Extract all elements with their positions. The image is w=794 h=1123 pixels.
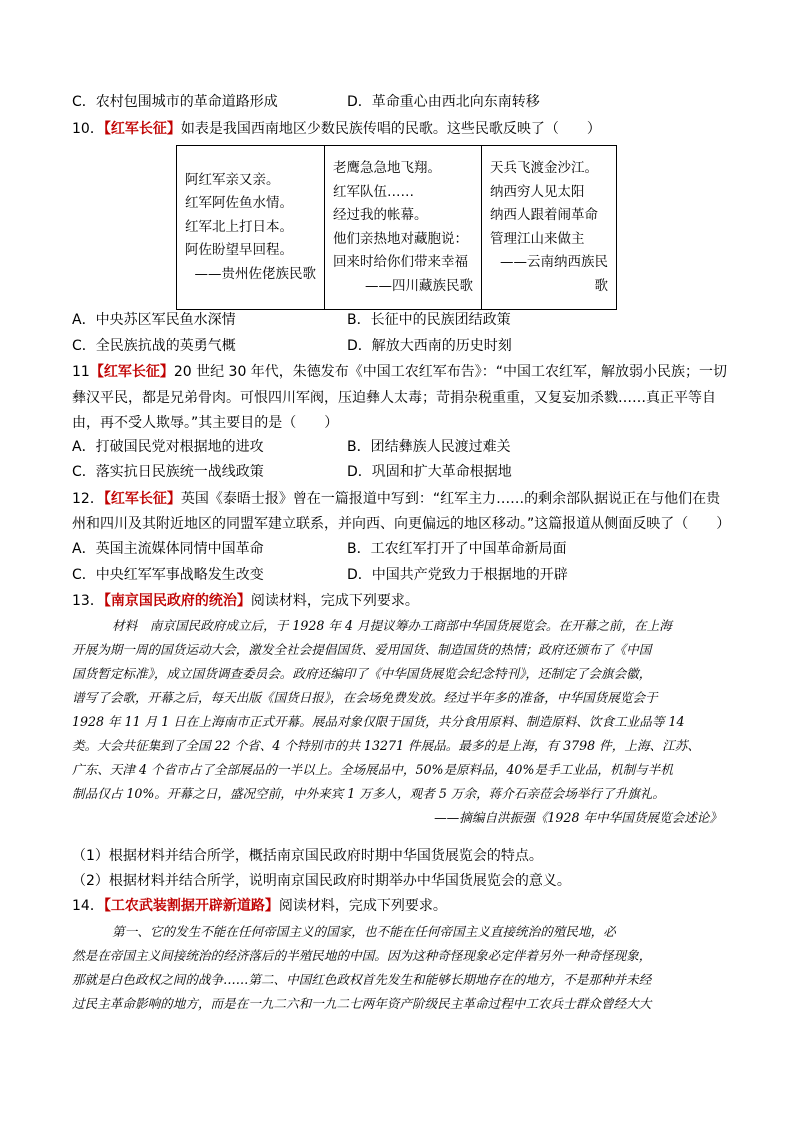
q9-option-c: C．农村包围城市的革命道路形成 [72, 94, 278, 110]
q10-option-d: D．解放大西南的历史时刻 [347, 338, 512, 354]
material-line: 制品仅占 10%。开幕之日，盛况空前，中外来宾 1 万多人，观者 5 万余，蒋介石亲莅会场举行了升旗礼。 [72, 786, 665, 801]
song-source: ——贵州佐佬族民歌 [194, 265, 316, 282]
q10-option-b: B．长征中的民族团结政策 [347, 312, 511, 328]
material-line: 第一、它的发生不能在任何帝国主义的国家，也不能在任何帝国主义直接统治的殖民地，必 [112, 924, 616, 939]
q14-tag: 【工农武装割据开辟新道路】 [103, 898, 279, 914]
q13-number: 13． [72, 593, 104, 609]
material-citation: ——摘编自洪振强《1928 年中华国货展览会述论》 [434, 810, 722, 825]
q12-option-a: A．英国主流媒体同情中国革命 [72, 541, 264, 557]
song-source: ——云南纳西族民歌 [500, 254, 608, 294]
material-line: 类。大会共征集到了全国 22 个省、4 个特别市的共 13271 件展品。最多的是上海，有 3798 件，上海、江苏、 [72, 738, 700, 753]
song-line: 红军队伍…… [333, 183, 414, 200]
song-line: 红军阿佐鱼水情。 [185, 195, 293, 212]
material-line: 广东、天津 4 个省市占了全部展品的一半以上。全场展品中，50%是原料品，40%是手工业品，机制与半机 [72, 762, 673, 777]
material-line: 南京国民政府成立后，于 1928 年 4 月提议筹办工商部中华国货展览会。在开幕之前，在上海 [149, 618, 672, 633]
q10-option-c: C．全民族抗战的英勇气概 [72, 338, 236, 354]
song-line: 阿红军亲又亲。 [185, 171, 280, 188]
q14-number: 14． [72, 898, 104, 914]
q10-stem [72, 119, 722, 139]
q11-stem-line-1 [72, 362, 728, 382]
q14-stem-text: 阅读材料，完成下列要求。 [278, 898, 447, 914]
q11-tag: 【红军长征】 [89, 364, 174, 380]
q12-stem-line-2: 州和四川及其附近地区的同盟军建立联系，并向西、向更偏远的地区移动。”这篇报道从侧面反映了（ ） [72, 516, 731, 532]
song-line: 回来时给你们带来幸福 [333, 254, 468, 270]
q12-number: 12． [72, 491, 104, 507]
song-line: 纳西人跟着闹革命 [490, 207, 598, 223]
q10-tag: 【红军长征】 [103, 121, 181, 137]
song-line: 老鹰急急地飞翔。 [333, 160, 441, 176]
q10-number: 10． [72, 121, 104, 137]
q11-option-c: C．落实抗日民族统一战线政策 [72, 464, 264, 480]
material-line: 那就是白色政权之间的战争……第二、中国红色政权首先发生和能够长期地存在的地方，不是那种并未经 [72, 972, 652, 987]
material-line: 谱写了会歌，开幕之后，每天出版《国货日报》，在会场免费发放。经过半年多的准备，中华国货展览会于 [72, 690, 658, 705]
folk-song-guizhou [177, 146, 325, 310]
material-line: 过民主革命影响的地方，而是在一九二六和一九二七两年资产阶级民主革命过程中工农兵士群众曾经大大 [72, 996, 652, 1011]
q11-text-1: 20 世纪 30 年代，朱德发布《中国工农红军布告》：“中国工农红军，解放弱小民族；一切 [173, 364, 728, 380]
folk-song-sichuan [325, 146, 482, 310]
folk-song-yunnan [482, 146, 617, 310]
q12-option-d: D．中国共产党致力于根据地的开辟 [347, 567, 568, 583]
material-line: 国货暂定标准》，成立国货调查委员会。政府还编印了《中华国货展览会纪念特刊》，还制定了会旗会徽， [72, 666, 652, 681]
q12-stem-line-1 [72, 489, 722, 509]
material-line: 开展为期一周的国货运动大会，激发全社会提倡国货、爱用国货、制造国货的热情；政府还颁布了《中国 [72, 642, 652, 657]
q11-option-a: A．打破国民党对根据地的进攻 [72, 439, 264, 455]
q12-text-1: 英国《泰晤士报》曾在一篇报道中写到：“红军主力……的剩余部队据说正在与他们在贵 [180, 491, 721, 507]
q14-material [72, 920, 722, 1016]
material-line: 1928 年 11 月 1 日在上海南市正式开幕。展品对象仅限于国货，共分食用原料、制造原料、饮食工业品等 14 [72, 714, 685, 729]
q10-stem-text: 如表是我国西南地区少数民族传唱的民歌。这些民歌反映了（ ） [180, 121, 601, 137]
q12-tag: 【红军长征】 [103, 491, 181, 507]
folk-songs-table [176, 145, 617, 310]
q10-option-a: A．中央苏区军民鱼水深情 [72, 312, 236, 328]
q12-option-c: C．中央红军军事战略发生改变 [72, 567, 264, 583]
q13-stem [72, 591, 722, 611]
q13-requirement-2: （2）根据材料并结合所学，说明南京国民政府时期举办中华国货展览会的意义。 [72, 873, 571, 889]
song-line: 经过我的帐幕。 [333, 207, 428, 223]
q13-tag: 【南京国民政府的统治】 [103, 593, 251, 609]
q11-option-d: D．巩固和扩大革命根据地 [347, 464, 512, 480]
q11-number: 11 [72, 364, 90, 380]
q14-stem [72, 896, 722, 916]
q13-material [72, 614, 722, 830]
material-line: 然是在帝国主义间接统治的经济落后的半殖民地的中国。因为这种奇怪现象必定伴着另外一种奇怪现象， [72, 948, 652, 963]
song-line: 他们亲热地对藏胞说： [333, 230, 468, 247]
q12-option-b: B．工农红军打开了中国革命新局面 [347, 541, 567, 557]
song-line: 纳西穷人见太阳 [490, 183, 585, 200]
song-source: ——四川藏族民歌 [365, 277, 473, 294]
q13-requirement-1: （1）根据材料并结合所学，概括南京国民政府时期中华国货展览会的特点。 [72, 848, 543, 864]
q11-stem-line-2: 彝汉平民，都是兄弟骨肉。可恨四川军阀，压迫彝人太毒；苛捐杂税重重，又复妄加杀戮……真正平等自 [72, 390, 716, 406]
material-label: 材料 [112, 618, 138, 633]
song-line: 红军北上打日本。 [185, 218, 293, 235]
q13-stem-text: 阅读材料，完成下列要求。 [250, 593, 419, 609]
song-line: 天兵飞渡金沙江。 [490, 160, 598, 176]
q9-option-d: D．革命重心由西北向东南转移 [347, 94, 540, 110]
q11-stem-line-3: 由，再不受人欺辱。”其主要目的是（ ） [72, 415, 339, 431]
song-line: 阿佐盼望早回程。 [185, 242, 293, 259]
song-line: 管理江山来做主 [490, 230, 585, 247]
q11-option-b: B．团结彝族人民渡过难关 [347, 439, 511, 455]
